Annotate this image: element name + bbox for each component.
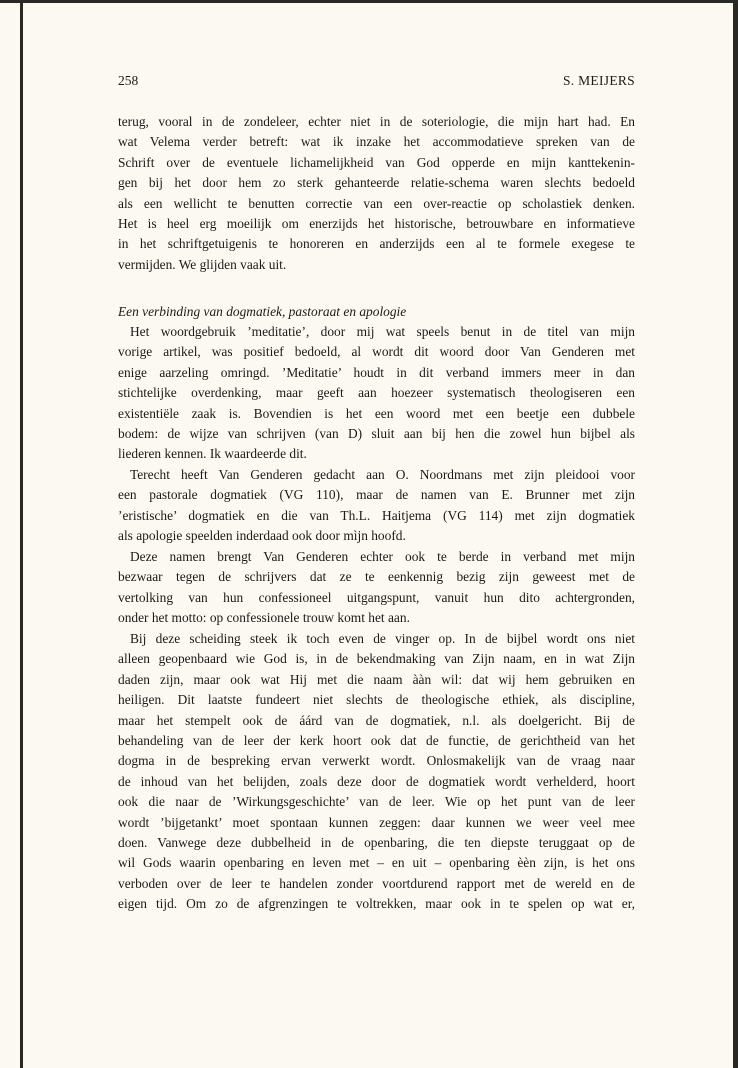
text-line: daden zijn, maar ook wat Hij met die naam ààn wil: dat wij hem gebruiken en [118, 671, 635, 687]
section-heading: Een verbinding van dogmatiek, pastoraat en apologie [118, 304, 407, 319]
text-line: terug, vooral in de zondeleer, echter niet in de soteriologie, die mijn hart had. En [118, 114, 635, 129]
text-line: eigen tijd. Om zo de afgrenzingen te voltrekken, maar ook in te spelen op wat er, [118, 896, 635, 912]
text-line: vorige artikel, was positief bedoeld, al wordt dit woord door Van Genderen met [118, 344, 635, 360]
text-line: bezwaar tegen de schrijvers dat ze te eenkennig bezig zijn geweest met de [118, 569, 635, 585]
text-line: wat Velema verder betreft: wat ik inzake het accommodatieve spreken van de [118, 134, 635, 150]
text-line: gen bij het door hem zo sterk gehanteerde relatie-schema waren slechts bedoeld [118, 175, 635, 191]
text-line: een pastorale dogmatiek (VG 110), maar de namen van E. Brunner met zijn [118, 487, 635, 503]
paragraph [118, 322, 635, 465]
text-line: liederen kennen. Ik waardeerde dit. [118, 446, 307, 462]
scan-top-edge [0, 0, 738, 3]
text-line: existentiële zaak is. Bovendien is het een woord met een beetje een dubbele [118, 405, 635, 421]
text-line: behandeling van de leer der kerk hoort ook dat de functie, de gerichtheid van het [118, 732, 635, 748]
text-line: verboden over de leer te handelen zonder voortdurend rapport met de wereld en de [118, 875, 635, 891]
text-line: dogma in de bespreking ervan verwerkt wordt. Onlosmakelijk van de vraag naar [118, 753, 635, 769]
paragraph [118, 547, 635, 629]
text-line: heiligen. Dit laatste fundeert niet slechts de theologische ethiek, als discipline, [118, 692, 635, 708]
text-line: alleen geopenbaard wie God is, in de bekendmaking van Zijn naam, en in wat Zijn [118, 651, 635, 667]
text-line: wil Gods waarin openbaring en leven met – en uit – openbaring èèn zijn, is het ons [118, 855, 635, 871]
text-line: Bij deze scheiding steek ik toch even de vinger op. In de bijbel wordt ons niet [130, 631, 635, 646]
text-line: vertolking van hun confessioneel uitgangspunt, vanuit hun dito achtergronden, [118, 589, 635, 605]
text-line: als een wellicht te benutten correctie van een over-reactie op scholastiek denken. [118, 195, 635, 211]
text-line: Deze namen brengt Van Genderen echter ook te berde in verband met mijn [130, 549, 635, 564]
text-line: Terecht heeft Van Genderen gedacht aan O. Noordmans met zijn pleidooi voor [130, 467, 635, 482]
text-line: vermijden. We glijden vaak uit. [118, 256, 287, 272]
text-line: bodem: de wijze van schrijven (van D) sluit aan bij hen die zowel hun bijbel als [118, 425, 635, 441]
text-line: wordt ’bijgetankt’ moet spontaan kunnen zeggen: daar kunnen we weer veel mee [118, 814, 635, 830]
text-line: in het schriftgetuigenis te honoreren en anderzijds een al te formele exegese te [118, 236, 635, 252]
text-line: Het woordgebruik ’meditatie’, door mij wat speels benut in de titel van mijn [130, 324, 635, 339]
text-line: maar het stempelt ook de áárd van de dogmatiek, n.l. als doelgericht. Bij de [118, 712, 635, 728]
text-line: doen. Vanwege deze dubbelheid in de openbaring, die ten diepste teruggaat op de [118, 834, 635, 850]
text-line: als apologie speelden inderdaad ook door mìjn hoofd. [118, 528, 406, 544]
paragraph [118, 465, 635, 547]
running-head: S. MEIJERS [562, 73, 635, 88]
page-number: 258 [118, 73, 139, 88]
paragraph-continuation [118, 112, 635, 275]
text-line: onder het motto: op confessionele trouw komt het aan. [118, 610, 410, 626]
text-line: ’eristische’ dogmatiek en die van Th.L. Haitjema (VG 114) met zijn dogmatiek [118, 507, 635, 523]
scan-left-edge [20, 0, 23, 1068]
paragraph [118, 629, 635, 914]
text-line: ook die naar de ’Wirkungsgeschichte’ van de leer. Wie op het punt van de leer [118, 794, 635, 810]
page-header [118, 73, 635, 93]
text-line: stichtelijke overdenking, maar geeft aan hoezeer systematisch theologiseren een [118, 385, 635, 401]
text-line: enige aarzeling omringd. ’Meditatie’ houdt in dit verband immers meer in dan [118, 364, 635, 380]
text-line: Schrift over de eventuele lichamelijkheid van God opperde en mijn kanttekenin- [118, 154, 635, 170]
scan-right-edge [733, 0, 738, 1068]
text-line: Het is heel erg moeilijk om enerzijds het historische, betrouwbare en informatieve [118, 215, 635, 231]
text-line: de inhoud van het belijden, zoals deze door de dogmatiek wordt verhelderd, hoort [118, 773, 635, 789]
